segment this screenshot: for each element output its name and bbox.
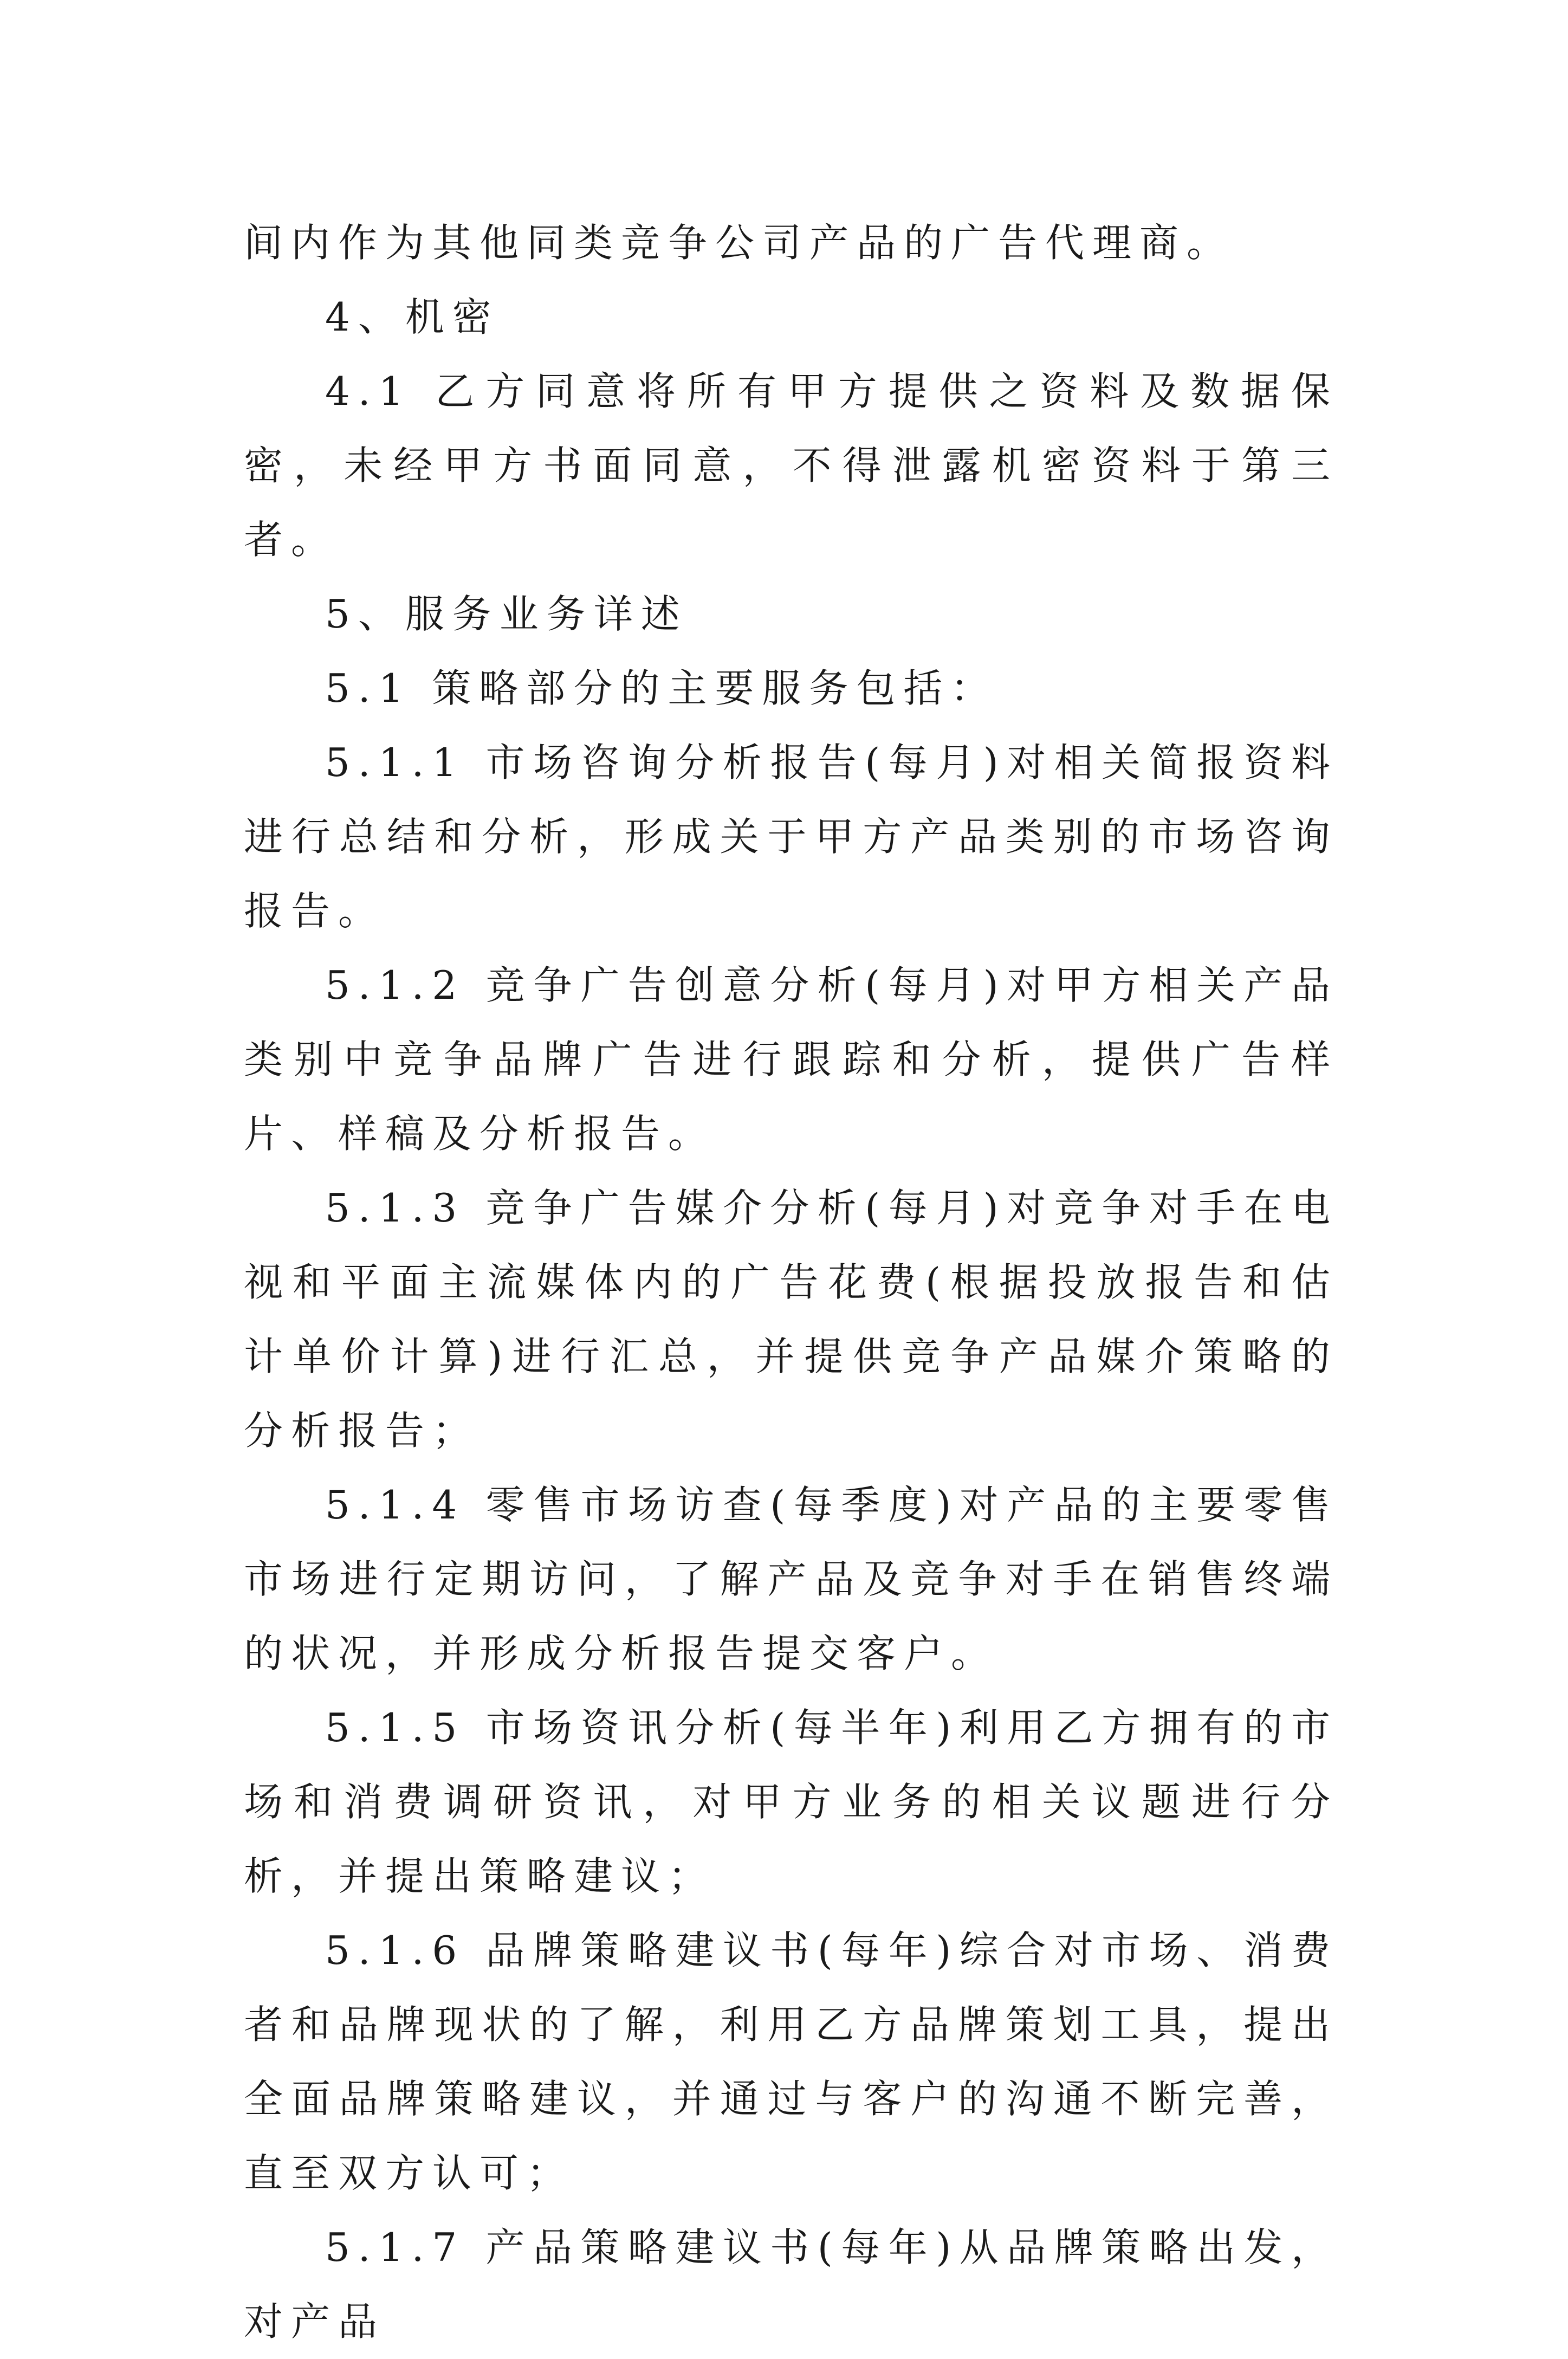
document-body [244,206,1338,2359]
section-heading-confidentiality: 4、机密 [325,294,500,340]
clause-5-1-3: 5.1.3 竞争广告媒介分析(每月)对竞争对手在电视和平面主流媒体内的广告花费(根据投放报告和估计单价计算)进行汇总，并提供竞争产品媒介策略的分析报告； [244,1185,1338,1453]
clause-5-1-6: 5.1.6 品牌策略建议书(每年)综合对市场、消费者和品牌现状的了解，利用乙方品牌策划工具，提出全面品牌策略建议，并通过与客户的沟通不断完善，直至双方认可； [244,1928,1338,2196]
paragraph-continuation: 间内作为其他同类竞争公司产品的广告代理商。 [244,220,1234,266]
clause-5-1-2: 5.1.2 竞争广告创意分析(每月)对甲方相关产品类别中竞争品牌广告进行跟踪和分析，提供广告样片、样稿及分析报告。 [244,962,1338,1156]
clause-5-1-5: 5.1.5 市场资讯分析(每半年)利用乙方拥有的市场和消费调研资讯，对甲方业务的相关议题进行分析，并提出策略建议； [244,1705,1338,1899]
clause-4-1: 4.1 乙方同意将所有甲方提供之资料及数据保密，未经甲方书面同意，不得泄露机密资料于第三者。 [244,369,1338,563]
clause-5-1-1: 5.1.1 市场咨询分析报告(每月)对相关简报资料进行总结和分析，形成关于甲方产品类别的市场咨询报告。 [244,740,1338,934]
clause-5-1-4: 5.1.4 零售市场访查(每季度)对产品的主要零售市场进行定期访问，了解产品及竞争对手在销售终端的状况，并形成分析报告提交客户。 [244,1482,1338,1676]
section-heading-services: 5、服务业务详述 [325,591,688,637]
clause-5-1-7: 5.1.7 产品策略建议书(每年)从品牌策略出发，对产品 [244,2225,1338,2344]
clause-5-1: 5.1 策略部分的主要服务包括： [325,665,998,711]
